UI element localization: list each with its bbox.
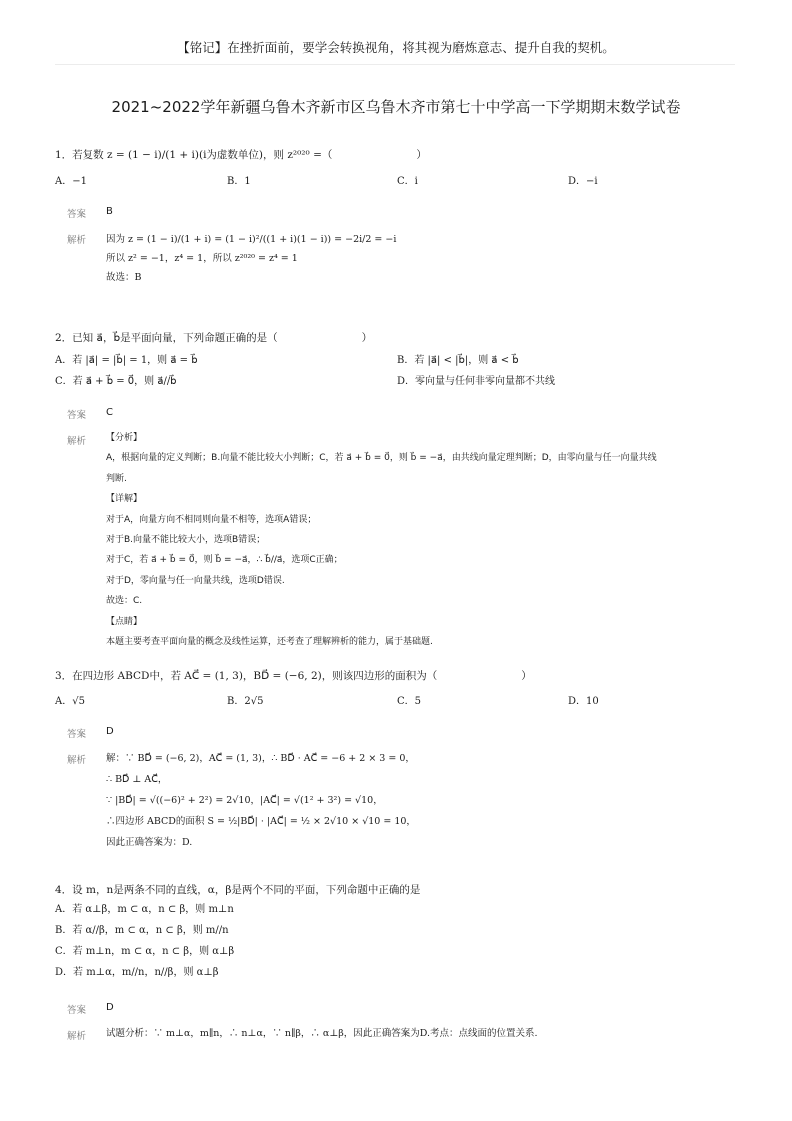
question-4-answer-label: 答案 (67, 1005, 87, 1016)
question-2-option-d: D．零向量与任何非零向量都不共线 (397, 376, 556, 387)
question-3-analysis (106, 748, 416, 853)
page-title: 2021~2022学年新疆乌鲁木齐新市区乌鲁木齐市第七十中学高一下学期期末数学试卷 (111, 98, 681, 116)
question-4-option-b: B．若 α//β，m ⊂ α，n ⊂ β，则 m//n (55, 925, 229, 936)
question-2-analysis-line: A，根据向量的定义判断；B.向量不能比较大小判断；C，若 a⃗ + b⃗ = 0⃗，则 b⃗ = −a⃗，由共线向量定理判断；D，由零向量与任一向量共线 (106, 453, 657, 464)
question-1-option-b: B．1 (227, 176, 251, 187)
question-1-analysis-label: 解析 (67, 235, 87, 246)
question-3-analysis-label: 解析 (67, 755, 87, 766)
question-3-option-b: B．2√5 (227, 696, 264, 707)
question-3-analysis-line: 解：∵ BD⃗ = (−6, 2)，AC⃗ = (1, 3)，∴ BD⃗ · AC⃗ = −6 + 2 × 3 = 0， (106, 753, 415, 764)
question-1-analysis-line: 故选：B (106, 272, 142, 283)
question-4-options (55, 899, 234, 983)
question-2-analysis-line: 判断. (106, 473, 127, 484)
question-2-analysis-line: 对于D，零向量与任一向量共线，选项D错误. (106, 575, 285, 586)
question-2-option-c: C．若 a⃗ + b⃗ = 0⃗，则 a⃗//b⃗ (55, 376, 177, 387)
question-3-option-d: D．10 (568, 696, 599, 707)
question-2-analysis-line: 故选：C. (106, 596, 143, 607)
question-2-answer: C (106, 407, 113, 418)
question-2-option-b: B．若 |a⃗| < |b⃗|，则 a⃗ < b⃗ (397, 355, 519, 366)
question-2-analysis-line: 本题主要考查平面向量的概念及线性运算，还考查了理解辨析的能力，属于基础题. (106, 637, 433, 648)
question-1-analysis-line: 因为 z = (1 − i)/(1 + i) = (1 − i)²/((1 + i)(1 − i)) = −2i/2 = −i (106, 234, 397, 245)
question-1-option-c: C．i (397, 176, 418, 187)
question-1-option-a: A．−1 (55, 176, 87, 187)
question-1-answer: B (106, 206, 113, 217)
question-1-answer-label: 答案 (67, 209, 87, 220)
question-3-stem: 3．在四边形 ABCD中，若 AC⃗ = (1, 3)，BD⃗ = (−6, 2)，则该四边形的面积为（ ） (55, 670, 532, 682)
question-2-analysis-label: 解析 (67, 436, 87, 447)
question-2-analysis (106, 428, 657, 652)
question-2-analysis-line: 对于C，若 a⃗ + b⃗ = 0⃗，则 b⃗ = −a⃗，∴ b⃗//a⃗，选项C正确； (106, 555, 343, 566)
question-3-analysis-line: ∵ |BD⃗| = √((−6)² + 2²) = 2√10，|AC⃗| = √(1² + 3²) = √10， (106, 795, 383, 806)
question-2-analysis-line: 【详解】 (106, 494, 143, 505)
question-2-analysis-line: 【分析】 (106, 433, 143, 443)
question-1-analysis (106, 230, 396, 287)
question-4-analysis-line: 试题分析：∵ m⊥α，m∥n，∴ n⊥α，∵ n∥β，∴ α⊥β，因此正确答案为D.考点：点线面的位置关系. (106, 1028, 538, 1039)
question-4-answer: D (106, 1002, 114, 1013)
question-3-answer-label: 答案 (67, 729, 87, 740)
question-2-analysis-line: 对于A，向量方向不相同则向量不相等，选项A错误； (106, 514, 317, 525)
question-1-stem: 1．若复数 z = (1 − i)/(1 + i)(i为虚数单位)，则 z²⁰²⁰ =（ ） (55, 149, 427, 161)
question-3-analysis-line: ∴ BD⃗ ⊥ AC⃗， (106, 774, 168, 785)
question-1-option-d: D．−i (568, 176, 598, 187)
question-3-option-a: A．√5 (55, 696, 85, 707)
question-4-option-a: A．若 α⊥β，m ⊂ α，n ⊂ β，则 m⊥n (55, 904, 234, 915)
question-2-analysis-line: 对于B.向量不能比较大小，选项B错误； (106, 535, 266, 546)
question-3-analysis-line: ∴四边形 ABCD的面积 S = ½|BD⃗| · |AC⃗| = ½ × 2√10 × √10 = 10， (106, 816, 416, 827)
question-4-analysis (106, 1024, 538, 1043)
question-4-option-d: D．若 m⊥α，m//n，n//β，则 α⊥β (55, 967, 219, 978)
question-3-option-c: C．5 (397, 696, 422, 707)
question-3-analysis-line: 因此正确答案为：D. (106, 837, 193, 848)
question-2-stem: 2．已知 a⃗，b⃗是平面向量，下列命题正确的是（ ） (55, 332, 373, 344)
question-4-analysis-label: 解析 (67, 1031, 87, 1042)
question-1-analysis-line: 所以 z² = −1，z⁴ = 1，所以 z²⁰²⁰ = z⁴ = 1 (106, 253, 298, 264)
question-2-analysis-line: 【点睛】 (106, 616, 143, 627)
header-motto: 【铭记】在挫折面前，要学会转换视角，将其视为磨炼意志、提升自我的契机。 (177, 40, 615, 55)
question-3-answer: D (106, 726, 114, 737)
question-2-answer-label: 答案 (67, 410, 87, 421)
question-4-stem: 4．设 m，n是两条不同的直线，α，β是两个不同的平面，下列命题中正确的是 (55, 884, 421, 896)
header-divider (55, 64, 735, 65)
question-4-option-c: C．若 m⊥n，m ⊂ α，n ⊂ β，则 α⊥β (55, 946, 235, 957)
question-2-option-a: A．若 |a⃗| = |b⃗| = 1，则 a⃗ = b⃗ (55, 355, 198, 366)
